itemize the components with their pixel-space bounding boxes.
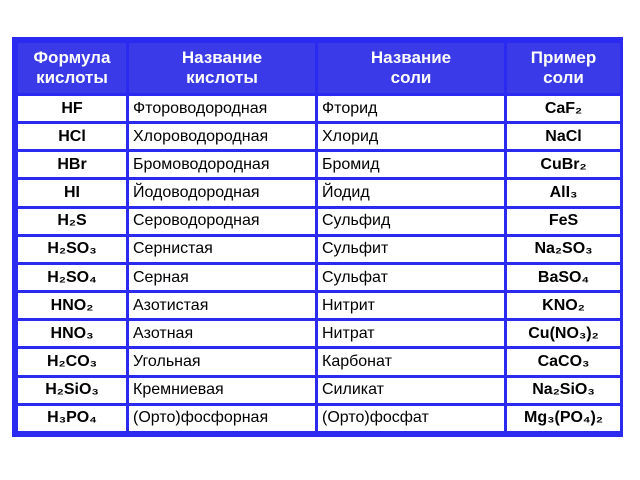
salt-name: Нитрат (318, 321, 504, 346)
table-row (18, 265, 620, 290)
header-acid-name: Название кислоты (129, 43, 315, 93)
salt-name: Карбонат (318, 349, 504, 374)
acid-formula: HNO₃ (18, 321, 126, 346)
acid-formula: H₂SiO₃ (18, 378, 126, 403)
salt-name: Сульфат (318, 265, 504, 290)
acid-formula: H₂S (18, 209, 126, 234)
salt-example: Na₂SO₃ (507, 237, 620, 262)
header-salt-name: Название соли (318, 43, 504, 93)
table-row (18, 209, 620, 234)
table-row (18, 237, 620, 262)
acid-formula: HNO₂ (18, 293, 126, 318)
salt-example: AlI₃ (507, 180, 620, 205)
salt-name: Йодид (318, 180, 504, 205)
acid-name: Азотная (129, 321, 315, 346)
acid-formula: H₂CO₃ (18, 349, 126, 374)
table-row (18, 96, 620, 121)
acid-formula: HI (18, 180, 126, 205)
salt-example: KNO₂ (507, 293, 620, 318)
salt-name: Силикат (318, 378, 504, 403)
salt-example: Mg₃(PO₄)₂ (507, 406, 620, 431)
salt-name: Фторид (318, 96, 504, 121)
salt-name: Бромид (318, 152, 504, 177)
acid-name: Бромоводородная (129, 152, 315, 177)
acids-salts-table-frame (12, 37, 623, 437)
salt-example: Na₂SiO₃ (507, 378, 620, 403)
salt-example: CaF₂ (507, 96, 620, 121)
salt-name: Хлорид (318, 124, 504, 149)
acid-name: Угольная (129, 349, 315, 374)
acid-formula: HCl (18, 124, 126, 149)
table-row (18, 349, 620, 374)
header-salt-example: Пример соли (507, 43, 620, 93)
table-header-row (18, 43, 620, 93)
table-row (18, 180, 620, 205)
acid-formula: H₂SO₃ (18, 237, 126, 262)
acid-formula: H₂SO₄ (18, 265, 126, 290)
table-row (18, 152, 620, 177)
table-row (18, 124, 620, 149)
acid-name: Сернистая (129, 237, 315, 262)
acid-name: Серная (129, 265, 315, 290)
acid-formula: HBr (18, 152, 126, 177)
salt-name: Нитрит (318, 293, 504, 318)
salt-example: FeS (507, 209, 620, 234)
salt-example: CaCO₃ (507, 349, 620, 374)
acid-name: Фтороводородная (129, 96, 315, 121)
acid-name: Хлороводородная (129, 124, 315, 149)
salt-example: Cu(NO₃)₂ (507, 321, 620, 346)
table-body (18, 96, 620, 431)
salt-name: (Орто)фосфат (318, 406, 504, 431)
acid-name: Азотистая (129, 293, 315, 318)
acid-name: Сероводородная (129, 209, 315, 234)
table-row (18, 293, 620, 318)
acid-name: Кремниевая (129, 378, 315, 403)
header-acid-formula: Формула кислоты (18, 43, 126, 93)
table-row (18, 406, 620, 431)
acid-name: Йодоводородная (129, 180, 315, 205)
acid-formula: HF (18, 96, 126, 121)
salt-name: Сульфид (318, 209, 504, 234)
table-row (18, 321, 620, 346)
salt-example: NaCl (507, 124, 620, 149)
salt-name: Сульфит (318, 237, 504, 262)
table-row (18, 378, 620, 403)
acid-formula: H₃PO₄ (18, 406, 126, 431)
acids-salts-table (15, 40, 623, 434)
salt-example: BaSO₄ (507, 265, 620, 290)
salt-example: CuBr₂ (507, 152, 620, 177)
acid-name: (Орто)фосфорная (129, 406, 315, 431)
